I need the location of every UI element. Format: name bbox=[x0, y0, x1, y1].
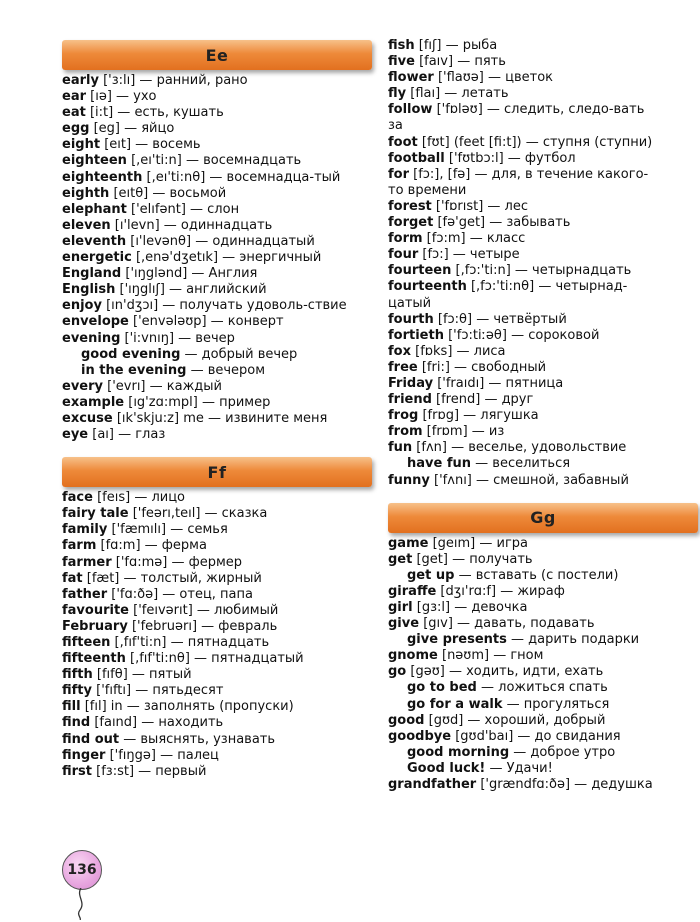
right-column bbox=[388, 38, 698, 793]
entry-headword: fish bbox=[388, 38, 415, 53]
entry-definition: ['fʌnı] — смешной, забавный bbox=[429, 472, 629, 488]
section-header-label: Ee bbox=[205, 45, 229, 65]
entry-definition: [feıs] — лицо bbox=[92, 490, 186, 506]
entry-definition: [frɒm] — из bbox=[422, 424, 505, 440]
entry-headword: fourteen bbox=[388, 263, 452, 279]
entry-definition: — веселиться bbox=[471, 456, 571, 472]
entry-headword: enjoy bbox=[62, 298, 102, 314]
entry-definition: [fɑ:m] — ферма bbox=[96, 538, 207, 554]
dictionary-entry bbox=[388, 713, 688, 729]
entry-headword: father bbox=[62, 586, 108, 602]
dictionary-entry bbox=[388, 86, 663, 102]
dictionary-entry bbox=[62, 411, 352, 427]
entry-headword: Friday bbox=[388, 375, 434, 391]
entry-headword: Good luck! bbox=[407, 760, 486, 776]
dictionary-entry bbox=[62, 121, 352, 137]
dictionary-entry bbox=[62, 234, 352, 250]
entry-headword: first bbox=[62, 763, 92, 779]
dictionary-entry bbox=[388, 552, 688, 568]
dictionary-entry bbox=[62, 347, 371, 363]
section-g-entries bbox=[388, 536, 698, 794]
entry-definition: ['ıŋglənd] — Англия bbox=[121, 266, 258, 282]
dictionary-entry bbox=[62, 170, 352, 186]
entry-definition: [flaı] — летать bbox=[406, 86, 509, 102]
entry-headword: find bbox=[62, 715, 91, 731]
dictionary-entry bbox=[62, 202, 352, 218]
entry-definition: ['envələʊp] — конверт bbox=[128, 314, 284, 330]
dictionary-entry bbox=[62, 683, 352, 699]
dictionary-entry bbox=[62, 699, 352, 715]
dictionary-entry bbox=[388, 648, 688, 664]
page-number-badge bbox=[62, 850, 102, 920]
entry-headword: grandfather bbox=[388, 777, 477, 793]
dictionary-entry bbox=[388, 600, 688, 616]
entry-definition: [gıv] — давать, подавать bbox=[419, 616, 595, 632]
dictionary-entry bbox=[62, 363, 371, 379]
entry-definition: [fıfθ] — пятый bbox=[92, 667, 192, 683]
entry-definition: [ın'dʒɔı] — получать удоволь-ствие bbox=[101, 298, 347, 314]
entry-headword: energetic bbox=[62, 250, 132, 266]
entry-headword: have fun bbox=[407, 456, 472, 472]
entry-headword: free bbox=[388, 359, 418, 375]
entry-headword: give bbox=[388, 616, 420, 632]
entry-definition: [fʊt] (feet [fi:t]) — ступня (ступни) bbox=[417, 134, 653, 150]
entry-definition: — дарить подарки bbox=[506, 632, 640, 648]
entry-headword: go for a walk bbox=[407, 696, 503, 712]
entry-headword: eighteenth bbox=[62, 169, 143, 185]
entry-definition: [fə'get] — забывать bbox=[433, 215, 571, 231]
entry-definition: — ложиться спать bbox=[476, 680, 608, 696]
dictionary-entry bbox=[388, 360, 663, 376]
dictionary-entry bbox=[388, 616, 688, 632]
entry-definition: [fɔ:] — четыре bbox=[418, 247, 520, 263]
entry-headword: for bbox=[388, 166, 409, 182]
entry-headword: from bbox=[388, 424, 423, 440]
entry-definition: — прогуляться bbox=[502, 696, 610, 712]
dictionary-entry bbox=[62, 298, 352, 314]
dictionary-entry bbox=[62, 635, 352, 651]
entry-definition: [ıə] — ухо bbox=[86, 89, 157, 105]
dictionary-entry bbox=[62, 506, 352, 522]
section-f-entries-left bbox=[62, 490, 372, 780]
entry-headword: game bbox=[388, 535, 429, 551]
section-header-g bbox=[388, 503, 698, 533]
dictionary-entry bbox=[62, 651, 352, 667]
dictionary-entry bbox=[388, 102, 663, 134]
dictionary-entry bbox=[62, 667, 352, 683]
entry-definition: ['februərı] — февраль bbox=[127, 618, 278, 634]
dictionary-entry bbox=[62, 186, 352, 202]
entry-headword: in the evening bbox=[81, 362, 187, 378]
dictionary-entry bbox=[388, 745, 700, 761]
entry-definition: [gɜ:l] — девочка bbox=[412, 600, 528, 615]
entry-definition: — Удачи! bbox=[485, 760, 553, 776]
entry-definition: — добрый вечер bbox=[180, 346, 298, 362]
entry-headword: envelope bbox=[62, 314, 129, 330]
entry-definition: ['ıŋglıʃ] — английский bbox=[115, 282, 267, 298]
dictionary-entry bbox=[388, 135, 663, 151]
dictionary-entry bbox=[62, 538, 352, 554]
entry-definition: [frɒg] — лягушка bbox=[418, 408, 539, 424]
dictionary-entry bbox=[62, 105, 352, 121]
entry-definition: [frend] — друг bbox=[431, 392, 534, 408]
entry-headword: example bbox=[62, 394, 125, 410]
entry-headword: favourite bbox=[62, 602, 129, 618]
entry-headword: good bbox=[388, 712, 425, 728]
dictionary-entry bbox=[388, 279, 663, 311]
entry-headword: go to bed bbox=[407, 680, 477, 696]
entry-definition: ['flaʊə] — цветок bbox=[433, 70, 553, 86]
entry-headword: foot bbox=[388, 134, 418, 150]
entry-definition: ['ɜ:lı] — ранний, рано bbox=[98, 73, 248, 88]
entry-headword: friend bbox=[388, 392, 432, 408]
entry-headword: find out bbox=[62, 731, 120, 747]
entry-definition: [,fɔ:'ti:n] — четырнадцать bbox=[451, 263, 632, 279]
entry-headword: every bbox=[62, 378, 103, 394]
dictionary-entry bbox=[388, 632, 700, 648]
dictionary-entry bbox=[62, 218, 352, 234]
entry-headword: excuse bbox=[62, 410, 113, 426]
entry-headword: gnome bbox=[388, 648, 438, 664]
entry-headword: eleven bbox=[62, 217, 111, 233]
entry-headword: face bbox=[62, 490, 93, 506]
entry-headword: funny bbox=[388, 472, 430, 488]
entry-headword: four bbox=[388, 247, 419, 263]
section-e-entries bbox=[62, 73, 372, 443]
entry-headword: fourteenth bbox=[388, 279, 467, 295]
entry-definition: ['evrı] — каждый bbox=[103, 378, 222, 394]
dictionary-entry bbox=[388, 536, 688, 552]
entry-headword: eight bbox=[62, 137, 101, 153]
entry-definition: [eıt] — восемь bbox=[100, 137, 201, 153]
dictionary-entry bbox=[388, 424, 663, 440]
entry-definition: ['fɔ:tiːəθ] — сороковой bbox=[443, 327, 600, 343]
dictionary-entry bbox=[388, 456, 682, 472]
dictionary-entry bbox=[388, 584, 688, 600]
entry-headword: get bbox=[388, 551, 413, 567]
section-header-label: Ff bbox=[207, 462, 227, 482]
dictionary-entry bbox=[388, 328, 663, 344]
entry-definition: [fɒks] — лиса bbox=[410, 343, 506, 359]
entry-headword: farm bbox=[62, 538, 97, 554]
entry-headword: frog bbox=[388, 408, 419, 424]
entry-headword: evening bbox=[62, 330, 121, 346]
entry-headword: fly bbox=[388, 86, 407, 102]
entry-headword: fun bbox=[388, 440, 413, 456]
dictionary-entry bbox=[388, 215, 663, 231]
section-header-e bbox=[62, 40, 372, 70]
entry-headword: fifteen bbox=[62, 635, 111, 650]
entry-headword: early bbox=[62, 73, 99, 88]
entry-headword: England bbox=[62, 266, 122, 282]
entry-definition: [ıg'zɑ:mpl] — пример bbox=[124, 394, 271, 410]
entry-definition: ['feıvərıt] — любимый bbox=[129, 602, 279, 618]
entry-headword: February bbox=[62, 618, 128, 634]
entry-definition: ['feərı,teıl] — сказка bbox=[128, 506, 268, 522]
dictionary-entry bbox=[388, 312, 663, 328]
entry-definition: ['grændfɑ:ðə] — дедушка bbox=[476, 777, 653, 793]
entry-definition: [nəʊm] — гном bbox=[437, 648, 544, 664]
entry-definition: [fʌn] — веселье, удовольствие bbox=[412, 440, 627, 456]
entry-definition: ['fraıdı] — пятница bbox=[433, 375, 564, 391]
dictionary-entry bbox=[62, 89, 352, 105]
dictionary-entry bbox=[388, 38, 663, 54]
dictionary-entry bbox=[62, 603, 352, 619]
dictionary-entry bbox=[62, 619, 352, 635]
entry-headword: girl bbox=[388, 600, 413, 615]
dictionary-entry bbox=[388, 697, 700, 713]
dictionary-entry bbox=[62, 764, 352, 780]
section-f-entries-right bbox=[388, 38, 698, 489]
dictionary-entry bbox=[62, 555, 352, 571]
entry-definition: [eg] — яйцо bbox=[89, 121, 175, 137]
entry-headword: eat bbox=[62, 105, 86, 121]
entry-definition: — вечером bbox=[186, 362, 266, 378]
dictionary-entry bbox=[388, 344, 663, 360]
entry-definition: — доброе утро bbox=[509, 744, 616, 760]
entry-headword: giraffe bbox=[388, 583, 437, 599]
entry-definition: [fıʃ] — рыба bbox=[414, 38, 498, 53]
dictionary-entry bbox=[62, 522, 352, 538]
entry-definition: [fɔ:θ] — четвёртый bbox=[433, 311, 567, 327]
entry-headword: fifteenth bbox=[62, 651, 126, 667]
entry-headword: eighteen bbox=[62, 153, 127, 169]
section-header-label: Gg bbox=[530, 508, 556, 528]
dictionary-entry bbox=[388, 680, 700, 696]
dictionary-entry bbox=[62, 490, 352, 506]
entry-headword: eye bbox=[62, 427, 89, 443]
entry-headword: fox bbox=[388, 343, 411, 359]
entry-headword: finger bbox=[62, 747, 106, 763]
dictionary-entry bbox=[62, 282, 352, 298]
entry-definition: [dʒı'rɑ:f] — жираф bbox=[436, 583, 565, 599]
entry-definition: [,eı'ti:nθ] — восемнадца-тый bbox=[142, 169, 341, 185]
dictionary-entry bbox=[388, 761, 700, 777]
entry-definition: [gʊd] — хороший, добрый bbox=[424, 712, 606, 728]
dictionary-entry bbox=[388, 568, 700, 584]
entry-definition: ['fıŋgə] — палец bbox=[105, 747, 219, 763]
dictionary-entry bbox=[62, 395, 352, 411]
entry-definition: [,fɔ:'ti:nθ] — четырнад-цатый bbox=[388, 279, 628, 311]
dictionary-entry bbox=[388, 729, 688, 745]
entry-headword: good evening bbox=[81, 346, 181, 362]
entry-headword: fortieth bbox=[388, 327, 444, 343]
dictionary-entry bbox=[62, 748, 352, 764]
entry-definition: [geım] — игра bbox=[428, 535, 529, 551]
entry-definition: [faınd] — находить bbox=[90, 715, 224, 731]
page-number: 136 bbox=[62, 850, 102, 890]
entry-headword: fourth bbox=[388, 311, 434, 327]
entry-definition: [aı] — глаз bbox=[88, 427, 166, 443]
entry-headword: ear bbox=[62, 89, 87, 105]
section-header-f bbox=[62, 457, 372, 487]
entry-definition: ['fɒləʊ] — следить, следо-вать за bbox=[388, 102, 645, 134]
entry-definition: — выяснять, узнавать bbox=[119, 731, 276, 747]
entry-definition: [fɔ:], [fə] — для, в течение какого-то времени bbox=[388, 166, 649, 198]
entry-headword: good morning bbox=[407, 744, 510, 760]
entry-headword: English bbox=[62, 282, 116, 298]
entry-definition: ['fɑ:ðə] — отец, папа bbox=[107, 586, 253, 602]
dictionary-entry bbox=[388, 777, 688, 793]
entry-headword: five bbox=[388, 54, 415, 70]
entry-definition: [get] — получать bbox=[412, 551, 533, 567]
entry-headword: fifty bbox=[62, 683, 92, 699]
dictionary-entry bbox=[62, 715, 352, 731]
dictionary-entry bbox=[388, 263, 663, 279]
entry-headword: egg bbox=[62, 121, 90, 137]
entry-definition: [i:t] — есть, кушать bbox=[85, 105, 224, 121]
dictionary-entry bbox=[62, 331, 352, 347]
left-column bbox=[62, 40, 372, 780]
entry-definition: ['fæmılı] — семья bbox=[107, 522, 228, 538]
entry-headword: form bbox=[388, 231, 423, 247]
entry-definition: [faıv] — пять bbox=[414, 54, 506, 70]
entry-definition: ['fıftı] — пятьдесят bbox=[91, 683, 224, 699]
entry-headword: fat bbox=[62, 570, 83, 586]
entry-headword: farmer bbox=[62, 554, 112, 570]
entry-headword: get up bbox=[407, 567, 455, 583]
entry-definition: [ı'levənθ] — одиннадцатый bbox=[126, 233, 315, 249]
dictionary-entry bbox=[388, 199, 663, 215]
entry-headword: flower bbox=[388, 70, 434, 86]
dictionary-entry bbox=[388, 473, 663, 489]
entry-definition: [eıtθ] — восьмой bbox=[109, 185, 227, 201]
dictionary-entry bbox=[62, 571, 352, 587]
dictionary-entry bbox=[62, 137, 352, 153]
dictionary-entry bbox=[388, 54, 663, 70]
entry-definition: ['elıfənt] — слон bbox=[126, 201, 240, 217]
entry-definition: [,fıf'ti:n] — пятнадцать bbox=[110, 635, 270, 650]
entry-definition: [fri:] — свободный bbox=[417, 359, 547, 375]
dictionary-entry bbox=[388, 664, 688, 680]
dictionary-entry bbox=[62, 250, 352, 266]
dictionary-entry bbox=[62, 73, 352, 89]
entry-definition: [fıl] in — заполнять (пропуски) bbox=[80, 699, 294, 715]
entry-definition: ['i:vnıŋ] — вечер bbox=[120, 330, 235, 346]
dictionary-entry bbox=[388, 70, 663, 86]
entry-definition: [gəʊ] — ходить, идти, ехать bbox=[406, 664, 604, 680]
dictionary-entry bbox=[388, 231, 663, 247]
entry-definition: [,fıf'ti:nθ] — пятнадцатый bbox=[125, 651, 304, 667]
dictionary-entry bbox=[62, 266, 352, 282]
entry-headword: fill bbox=[62, 699, 81, 715]
dictionary-entry bbox=[388, 167, 663, 199]
entry-definition: [gʊd'baı] — до свидания bbox=[451, 728, 621, 744]
entry-headword: forget bbox=[388, 215, 434, 231]
dictionary-entry bbox=[62, 587, 352, 603]
entry-headword: eleventh bbox=[62, 233, 127, 249]
dictionary-entry bbox=[388, 392, 663, 408]
dictionary-entry bbox=[388, 247, 663, 263]
dictionary-entry bbox=[388, 408, 663, 424]
entry-definition: [ık'skju:z] me — извините меня bbox=[112, 410, 328, 426]
entry-definition: ['fɒrıst] — лес bbox=[431, 198, 529, 214]
balloon-string-icon bbox=[62, 888, 102, 920]
dictionary-entry bbox=[388, 151, 663, 167]
entry-headword: family bbox=[62, 522, 108, 538]
entry-headword: go bbox=[388, 664, 407, 680]
dictionary-entry bbox=[388, 376, 663, 392]
entry-headword: elephant bbox=[62, 201, 127, 217]
dictionary-entry bbox=[62, 427, 352, 443]
dictionary-entry bbox=[62, 153, 352, 169]
entry-definition: [,eı'ti:n] — восемнадцать bbox=[126, 153, 302, 169]
entry-headword: football bbox=[388, 150, 445, 166]
entry-headword: give presents bbox=[407, 632, 507, 648]
entry-definition: — вставать (с постели) bbox=[454, 567, 619, 583]
entry-headword: fifth bbox=[62, 667, 93, 683]
entry-definition: ['fɑ:mə] — фермер bbox=[111, 554, 243, 570]
entry-headword: goodbye bbox=[388, 728, 452, 744]
dictionary-entry bbox=[62, 732, 352, 748]
entry-headword: fairy tale bbox=[62, 506, 129, 522]
dictionary-entry bbox=[62, 314, 352, 330]
entry-definition: [fæt] — толстый, жирный bbox=[82, 570, 262, 586]
entry-definition: ['fʊtbɔ:l] — футбол bbox=[444, 150, 576, 166]
entry-headword: eighth bbox=[62, 185, 110, 201]
dictionary-entry bbox=[62, 379, 352, 395]
entry-definition: [ı'levn] — одиннадцать bbox=[110, 217, 273, 233]
entry-headword: follow bbox=[388, 102, 433, 118]
dictionary-entry bbox=[388, 440, 663, 456]
entry-headword: forest bbox=[388, 198, 432, 214]
entry-definition: [fɔ:m] — класс bbox=[422, 231, 526, 247]
entry-definition: [fɜ:st] — первый bbox=[92, 763, 207, 779]
entry-definition: [,enə'dʒetık] — энергичный bbox=[131, 250, 322, 266]
